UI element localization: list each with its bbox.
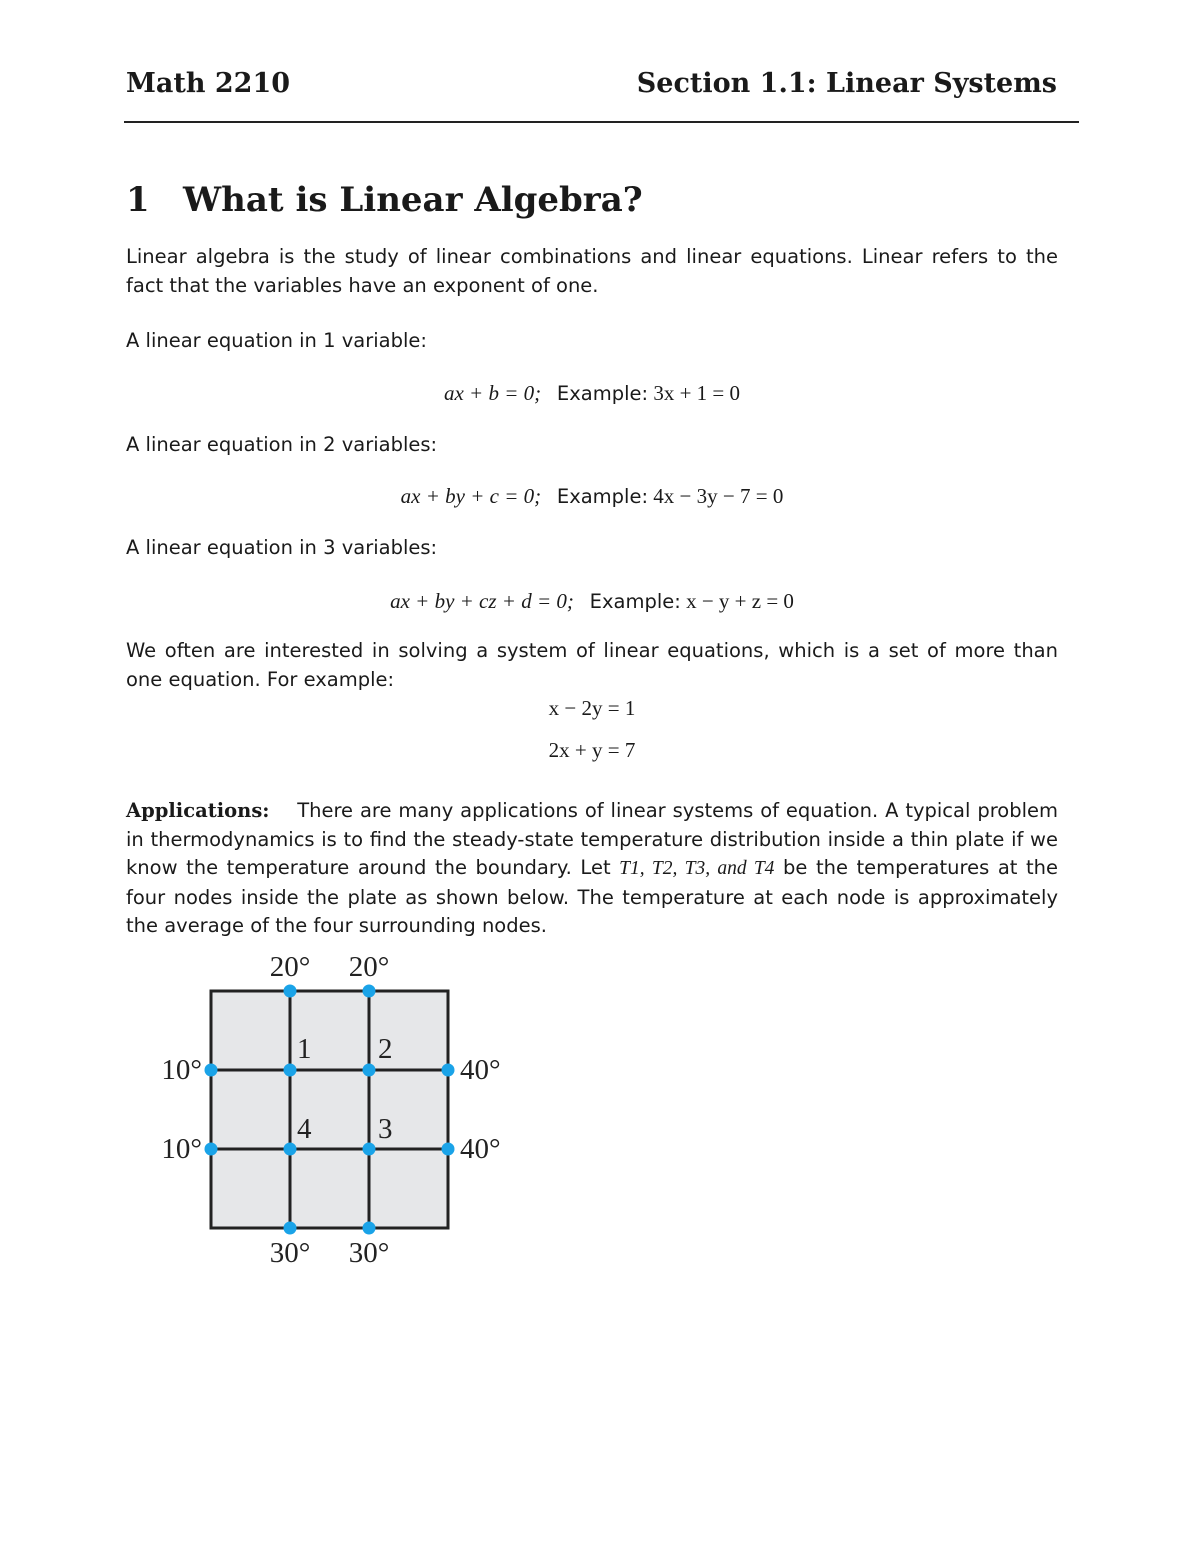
boundary-node-right-1 [442,1064,455,1077]
plate-boundary [211,991,448,1228]
interior-node-4 [284,1143,297,1156]
temp-top-2: 20° [348,951,390,983]
system-eq-1: x − 2y = 1 [548,696,636,720]
eq2-general: ax + by + c = 0; [400,484,542,508]
applications-text-2: be the temperatures at the four nodes inside the plate as shown below. The temperature at each node is approximately the average of the four surrounding nodes. [126,856,1058,937]
header-divider [124,121,1079,123]
interior-node-1 [284,1064,297,1077]
node-label-4: 4 [297,1113,312,1145]
eq3-example-label: Example: [589,590,681,613]
applications-paragraph [126,797,1058,941]
eq1-display [126,379,1058,408]
node-variables: T1, T2, T3, and T4 [619,858,775,879]
boundary-node-right-2 [442,1143,455,1156]
eq3-display [126,587,1058,616]
temp-left-2: 10° [161,1133,202,1165]
eq3-label: A linear equation in 3 variables: [126,536,438,559]
boundary-node-top-2 [363,985,376,998]
interior-node-2 [363,1064,376,1077]
section-header: Section 1.1: Linear Systems [636,68,1057,99]
eq3-example: x − y + z = 0 [686,589,794,613]
node-label-2: 2 [378,1033,393,1065]
eq1-label: A linear equation in 1 variable: [126,329,427,352]
eq2-display [126,482,1058,511]
eq3-general: ax + by + cz + d = 0; [390,589,574,613]
node-label-3: 3 [378,1113,393,1145]
eq2-example-label: Example: [556,485,649,508]
eq2-label: A linear equation in 2 variables: [126,433,438,456]
applications-heading: Applications: [126,799,270,822]
boundary-node-left-2 [205,1143,218,1156]
section-title-text: What is Linear Algebra? [183,180,643,220]
temp-top-1: 20° [269,951,311,983]
boundary-node-left-1 [205,1064,218,1077]
system-eq-2: 2x + y = 7 [548,738,636,762]
section-number: 1 [126,180,150,220]
plate-diagram [140,945,520,1275]
boundary-node-bottom-1 [284,1222,297,1235]
temp-bottom-2: 30° [348,1237,390,1269]
system-intro: We often are interested in solving a system of linear equations, which is a set of more than one equation. For example: [126,639,1058,691]
temp-left-1: 10° [161,1054,202,1086]
boundary-node-top-1 [284,985,297,998]
eq2-example: 4x − 3y − 7 = 0 [653,484,784,508]
course-title: Math 2210 [126,68,291,99]
section-heading [126,180,643,220]
eq1-general: ax + b = 0; [443,381,542,405]
eq1-example: 3x + 1 = 0 [653,381,740,405]
applications-text-1: There are many applications of linear systems of equation. A typical problem in thermodynamics is to find the steady-state temperature distribution inside a thin plate if we know the temperature around the boundary. Let [126,799,1059,879]
node-label-1: 1 [297,1033,312,1065]
interior-node-3 [363,1143,376,1156]
temp-bottom-1: 30° [269,1237,311,1269]
temp-right-1: 40° [460,1054,501,1086]
eq1-example-label: Example: [556,382,649,405]
boundary-node-bottom-2 [363,1222,376,1235]
temp-right-2: 40° [460,1133,501,1165]
intro-paragraph: Linear algebra is the study of linear combinations and linear equations. Linear refers to the fact that the variables have an exponent of one. [126,245,1058,297]
